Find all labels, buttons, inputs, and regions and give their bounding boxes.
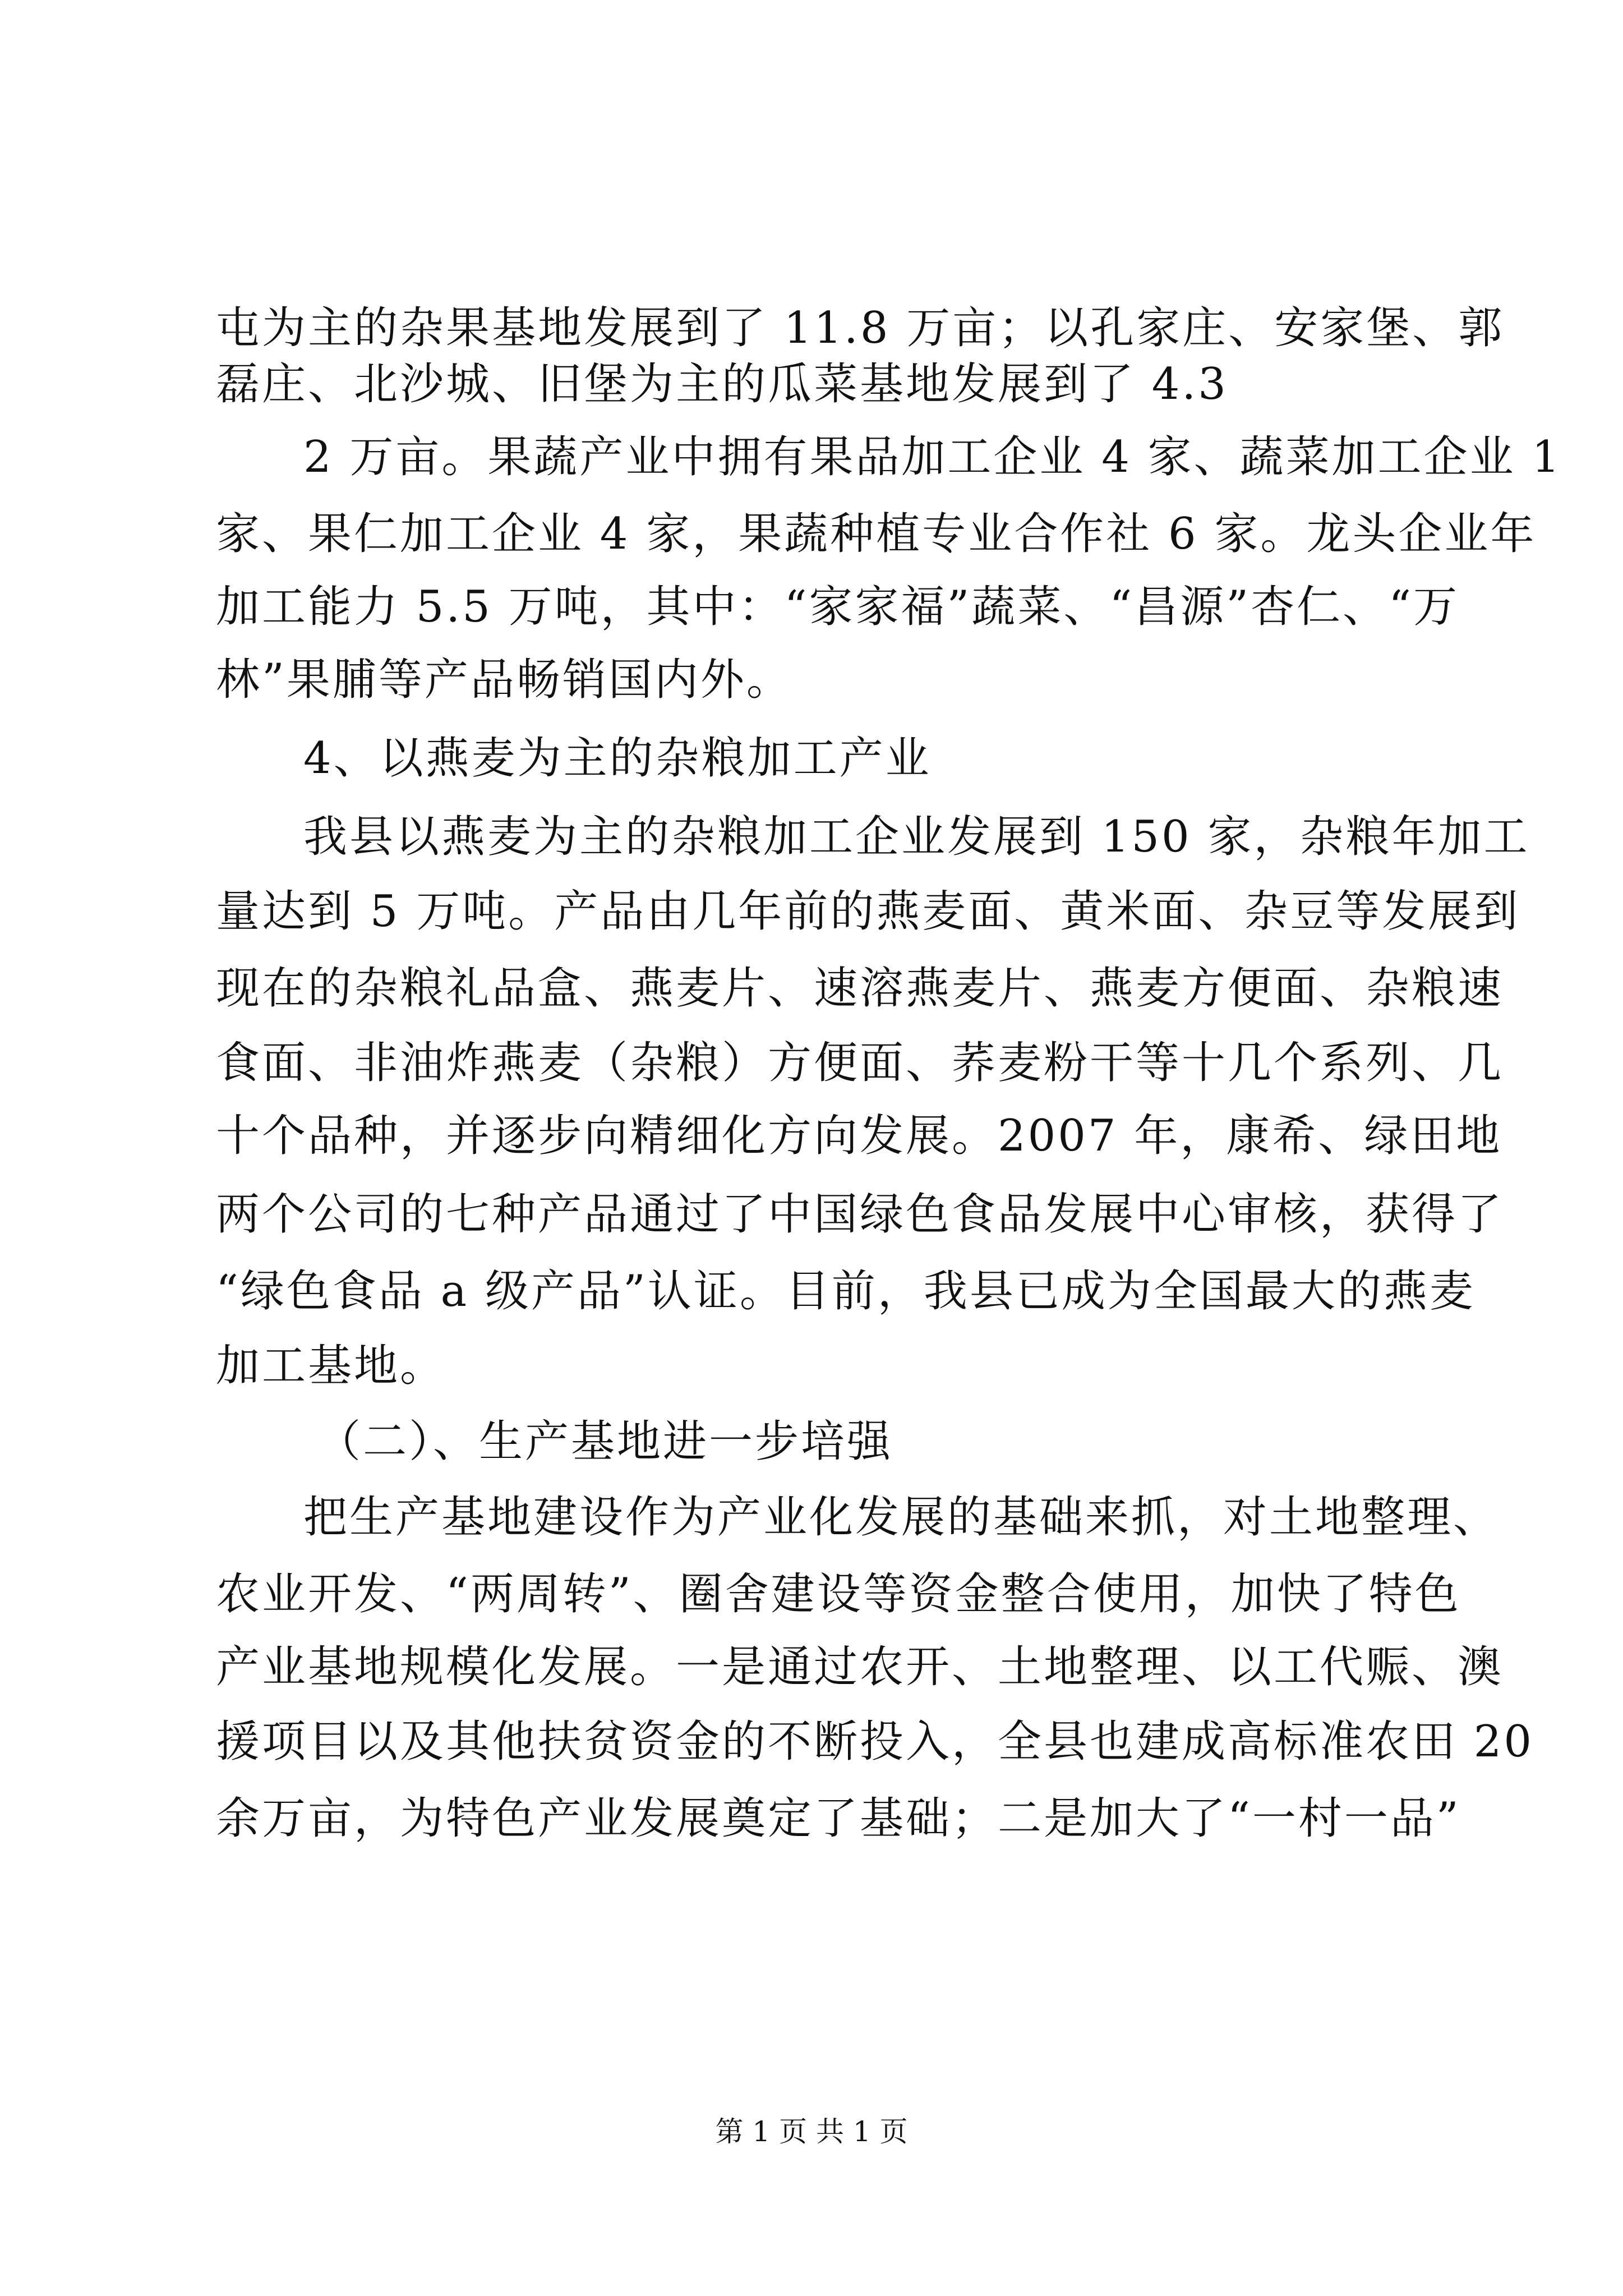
section-heading: 4、以燕麦为主的杂粮加工产业 xyxy=(303,733,932,784)
text-line: 十个品种，并逐步向精细化方向发展。2007 年，康希、绿田地 xyxy=(216,1111,1502,1161)
text-line: 两个公司的七种产品通过了中国绿色食品发展中心审核，获得了 xyxy=(216,1189,1504,1240)
text-line: “绿色食品 a 级产品”认证。目前，我县已成为全国最大的燕麦 xyxy=(216,1266,1476,1317)
text-line: 磊庄、北沙城、旧堡为主的瓜菜基地发展到了 4.3 xyxy=(216,359,1228,409)
section-heading: （二）、生产基地进一步培强 xyxy=(317,1416,893,1467)
text-line: 余万亩，为特色产业发展奠定了基础；二是加大了“一村一品” xyxy=(216,1793,1461,1844)
text-line: 我县以燕麦为主的杂粮加工企业发展到 150 家，杂粮年加工 xyxy=(303,812,1530,862)
text-line: 加工基地。 xyxy=(216,1341,446,1391)
text-line: 量达到 5 万吨。产品由几年前的燕麦面、黄米面、杂豆等发展到 xyxy=(216,886,1520,937)
text-line: 产业基地规模化发展。一是通过农开、土地整理、以工代赈、澳 xyxy=(216,1642,1504,1692)
text-line: 屯为主的杂果基地发展到了 11.8 万亩；以孔家庄、安家堡、郭 xyxy=(216,303,1505,353)
text-line: 加工能力 5.5 万吨，其中：“家家福”蔬菜、“昌源”杏仁、“万 xyxy=(216,582,1460,632)
page-number-footer: 第 1 页 共 1 页 xyxy=(715,2115,908,2148)
text-line: 把生产基地建设作为产业化发展的基础来抓，对土地整理、 xyxy=(303,1492,1500,1543)
text-line: 现在的杂粮礼品盒、燕麦片、速溶燕麦片、燕麦方便面、杂粮速 xyxy=(216,963,1504,1014)
text-line: 林”果脯等产品畅销国内外。 xyxy=(216,655,792,705)
text-line: 食面、非油炸燕麦（杂粮）方便面、荞麦粉干等十几个系列、几 xyxy=(216,1038,1504,1088)
text-line: 2 万亩。果蔬产业中拥有果品加工企业 4 家、蔬菜加工企业 1 xyxy=(303,432,1562,482)
text-line: 援项目以及其他扶贫资金的不断投入，全县也建成高标准农田 20 xyxy=(216,1717,1534,1767)
text-line: 家、果仁加工企业 4 家，果蔬种植专业合作社 6 家。龙头企业年 xyxy=(216,509,1537,559)
text-line: 农业开发、“两周转”、圈舍建设等资金整合使用，加快了特色 xyxy=(216,1569,1461,1619)
